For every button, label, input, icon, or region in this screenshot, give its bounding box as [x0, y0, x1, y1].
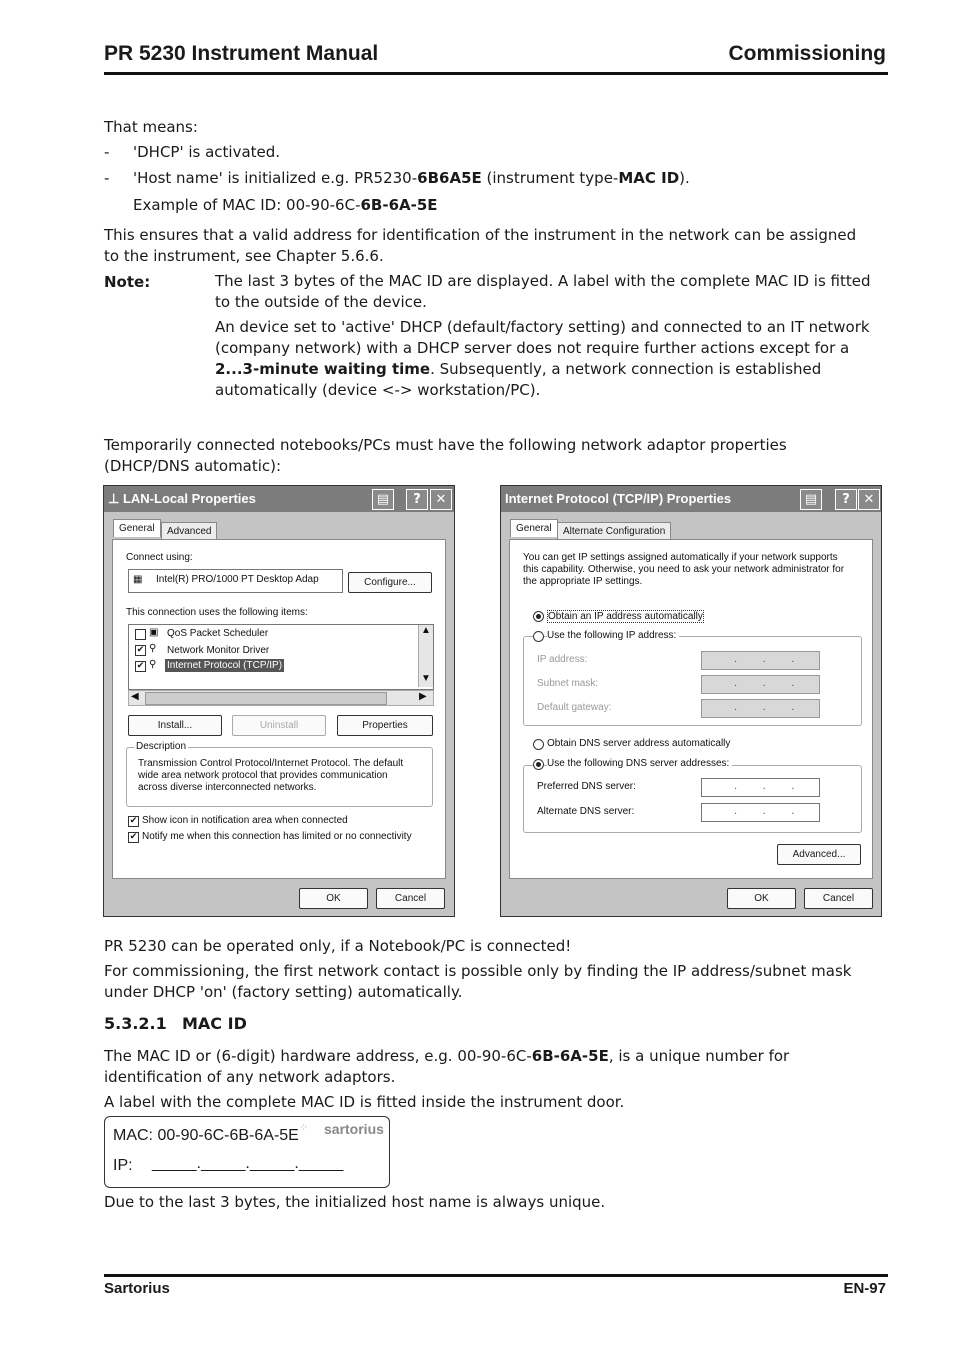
gateway-field[interactable]: . . . — [701, 699, 820, 718]
preferred-dns-label: Preferred DNS server: — [537, 781, 636, 792]
close-icon[interactable]: ✕ — [430, 489, 452, 510]
print-icon[interactable]: ▤ — [800, 489, 822, 510]
list-dash: - — [104, 143, 110, 161]
subnet-field[interactable]: . . . — [701, 675, 820, 694]
static-ip-group — [523, 636, 862, 726]
obtain-dns-radio[interactable] — [533, 739, 544, 750]
use-dns-label: Use the following DNS server addresses: — [547, 758, 732, 769]
tcpip-checkbox[interactable]: ✔ — [136, 661, 145, 671]
header-rule — [104, 72, 888, 75]
ok-button[interactable]: OK — [299, 888, 368, 909]
list-dash: - — [104, 169, 110, 187]
list-item: Network Monitor Driver — [167, 645, 270, 656]
adapter-field — [128, 569, 343, 593]
ip-label-text: IP: — [113, 1157, 133, 1174]
advanced-button[interactable]: Advanced... — [777, 844, 861, 865]
help-icon[interactable]: ? — [835, 489, 857, 510]
commissioning-paragraph: For commissioning, the first network contact is possible only by finding the IP address/subnet mask under DHCP 'on' (factory setting) automatically. — [104, 962, 852, 1001]
cancel-button[interactable]: Cancel — [376, 888, 445, 909]
properties-button[interactable]: Properties — [337, 715, 433, 736]
help-icon[interactable]: ? — [406, 489, 428, 510]
horizontal-scrollbar[interactable] — [128, 690, 434, 706]
tab-advanced[interactable]: Advanced — [161, 522, 217, 540]
network-icon: ⊥ — [108, 491, 120, 506]
tcpip-properties-dialog — [500, 485, 882, 917]
label-paragraph: A label with the complete MAC ID is fitted inside the instrument door. — [104, 1093, 625, 1111]
use-ip-radio[interactable] — [533, 631, 544, 642]
example-mac: Example of MAC ID: 00-90-6C-6B-6A-5E — [133, 196, 438, 214]
ensures-paragraph: This ensures that a valid address for identification of the instrument in the network can be assigned to the instrument, see Chapter 5.6.6. — [104, 226, 857, 265]
dns-group — [523, 765, 862, 833]
obtain-dns-label: Obtain DNS server address automatically — [547, 738, 731, 749]
scroll-left-icon[interactable]: ◀ — [131, 691, 139, 702]
close-icon[interactable]: ✕ — [858, 489, 880, 510]
unique-paragraph: Due to the last 3 bytes, the initialized host name is always unique. — [104, 1193, 606, 1211]
uninstall-button[interactable]: Uninstall — [232, 715, 326, 736]
dialog-titlebar: Internet Protocol (TCP/IP) Properties — [501, 486, 881, 512]
dialog-title: LAN-Local Properties — [122, 491, 256, 506]
footer-company: Sartorius — [104, 1280, 170, 1297]
install-button[interactable]: Install... — [128, 715, 222, 736]
operate-note: PR 5230 can be operated only, if a Notebook/PC is connected! — [104, 937, 572, 955]
obtain-ip-radio[interactable] — [533, 611, 544, 622]
note-paragraph-1: The last 3 bytes of the MAC ID are displayed. A label with the complete MAC ID is fitted to the outside of the device. — [215, 272, 871, 311]
qos-checkbox[interactable] — [135, 629, 146, 640]
items-list — [128, 624, 434, 690]
ok-button[interactable]: OK — [727, 888, 796, 909]
manual-title: PR 5230 Instrument Manual — [104, 42, 379, 65]
scroll-right-icon[interactable]: ▶ — [419, 691, 427, 702]
general-panel — [112, 539, 446, 879]
tab-alternate-configuration[interactable]: Alternate Configuration — [557, 522, 671, 540]
mac-label-text: MAC: 00-90-6C-6B-6A-5E — [113, 1127, 299, 1144]
print-icon[interactable]: ▤ — [372, 489, 394, 510]
section-number: 5.3.2.1 — [104, 1014, 167, 1033]
general-panel — [509, 539, 873, 879]
lan-properties-dialog — [103, 485, 455, 917]
that-means: That means: — [104, 118, 198, 136]
description-group — [126, 741, 433, 807]
qos-icon: ▣ — [149, 627, 159, 638]
cancel-button[interactable]: Cancel — [804, 888, 873, 909]
scroll-down-icon[interactable]: ▼ — [421, 673, 431, 684]
scroll-thumb[interactable] — [145, 692, 387, 705]
footer-rule — [104, 1274, 888, 1277]
tab-general[interactable]: General — [113, 519, 161, 537]
obtain-ip-label: Obtain an IP address automatically — [548, 611, 703, 622]
use-dns-radio[interactable] — [533, 759, 544, 770]
sartorius-logo: sartorius — [324, 1121, 384, 1137]
protocol-icon: ⚲ — [149, 643, 157, 654]
sartorius-logo-icon: ⁘ — [299, 1121, 309, 1134]
description-label: Description — [136, 741, 187, 752]
ip-blank: _____._____._____._____ — [152, 1155, 344, 1172]
ip-address-label: IP address: — [537, 654, 588, 665]
adapter-icon: ▦ — [133, 574, 143, 585]
vertical-scrollbar[interactable] — [418, 625, 433, 687]
preferred-dns-field[interactable]: . . . — [701, 778, 820, 797]
tab-general[interactable]: General — [510, 519, 558, 537]
page-number: EN-97 — [843, 1280, 886, 1297]
alternate-dns-label: Alternate DNS server: — [537, 806, 635, 817]
subnet-label: Subnet mask: — [537, 678, 599, 689]
section-title: Commissioning — [728, 42, 886, 65]
list-item-dhcp: 'DHCP' is activated. — [133, 143, 281, 161]
list-item-hostname: 'Host name' is initialized e.g. PR5230-6B6A5E (instrument type-MAC ID). — [133, 169, 690, 187]
mac-label — [104, 1116, 390, 1188]
temp-paragraph: Temporarily connected notebooks/PCs must have the following network adaptor properties (DHCP/DNS automatic): — [104, 436, 787, 475]
dialog-titlebar — [104, 486, 454, 512]
scroll-up-icon[interactable]: ▲ — [421, 625, 431, 636]
items-label: This connection uses the following items: — [126, 607, 308, 618]
note-paragraph-2: An device set to 'active' DHCP (default/factory setting) and connected to an IT network (company network) with a DHCP server does not require further actions except for a 2...3-minute waiting time. Subsequently, a network connection is established automatically (device <-> workstation/PC). — [215, 318, 870, 399]
alternate-dns-field[interactable]: . . . — [701, 803, 820, 822]
list-item: QoS Packet Scheduler — [167, 628, 269, 639]
notify-label: Notify me when this connection has limited or no connectivity — [142, 831, 412, 842]
connect-using-label: Connect using: — [126, 552, 193, 563]
use-ip-label: Use the following IP address: — [547, 630, 679, 641]
configure-button[interactable]: Configure... — [348, 572, 432, 593]
description-text: Transmission Control Protocol/Internet Protocol. The default wide area network protocol that provides communication across diverse interconnected networks. — [138, 758, 404, 793]
note-label: Note: — [104, 273, 151, 291]
gateway-label: Default gateway: — [537, 702, 612, 713]
netmon-checkbox[interactable]: ✔ — [136, 645, 145, 655]
mac-paragraph: The MAC ID or (6-digit) hardware address, e.g. 00-90-6C-6B-6A-5E, is a unique number for identification of any network adaptors. — [104, 1047, 790, 1086]
list-item-selected[interactable]: Internet Protocol (TCP/IP) — [167, 660, 283, 671]
show-icon-checkbox[interactable]: ✔ — [129, 816, 138, 826]
info-text: You can get IP settings assigned automatically if your network supports this capability. Otherwise, you need to ask your network administrator for the appropriate IP settings. — [523, 552, 845, 587]
notify-checkbox[interactable]: ✔ — [129, 832, 138, 842]
show-icon-label: Show icon in notification area when connected — [142, 815, 348, 826]
adapter-name: Intel(R) PRO/1000 PT Desktop Adap — [156, 574, 319, 585]
protocol-icon: ⚲ — [149, 659, 157, 670]
ip-address-field[interactable]: . . . — [701, 651, 820, 670]
section-heading: MAC ID — [182, 1014, 247, 1033]
